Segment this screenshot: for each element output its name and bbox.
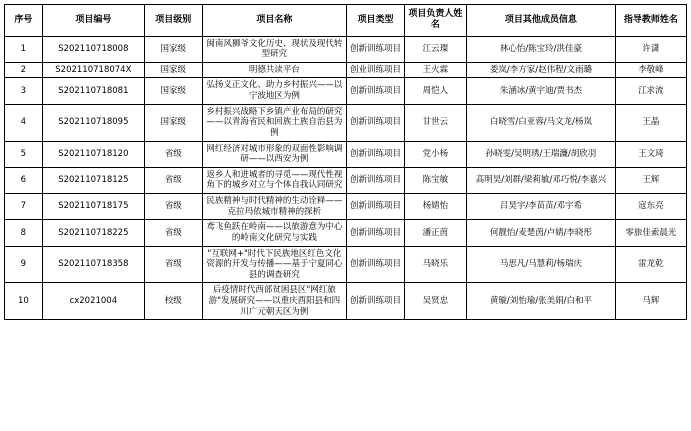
- column-header-name: 项目名称: [202, 5, 346, 37]
- cell-level: 国家级: [144, 62, 202, 78]
- cell-leader: 杨婧怡: [404, 194, 466, 220]
- cell-name: 明德共读平台: [202, 62, 346, 78]
- cell-code: S202110718008: [42, 36, 144, 62]
- cell-teacher: 王辉: [615, 167, 686, 193]
- column-header-type: 项目类型: [347, 5, 405, 37]
- cell-teacher: 王文琦: [615, 141, 686, 167]
- cell-seq: 7: [5, 194, 43, 220]
- cell-members: 白晓雪/白亚蓉/马文龙/杨岚: [467, 104, 616, 141]
- cell-type: 创新训练项目: [347, 220, 405, 246]
- cell-seq: 10: [5, 283, 43, 320]
- cell-code: S202110718095: [42, 104, 144, 141]
- cell-name: "互联网+"时代下民族地区红色文化资源的开发与传播——基于宁夏同心县的调查研究: [202, 246, 346, 283]
- column-header-seq: 序号: [5, 5, 43, 37]
- cell-members: 朱涵冰/黄宇迪/贾书杰: [467, 78, 616, 104]
- cell-teacher: 马辉: [615, 283, 686, 320]
- column-header-level: 项目级别: [144, 5, 202, 37]
- cell-teacher: 零旅佳索晨光: [615, 220, 686, 246]
- table-row: [5, 167, 687, 193]
- cell-code: S202110718358: [42, 246, 144, 283]
- cell-teacher: 雷龙乾: [615, 246, 686, 283]
- cell-teacher: 寇东亮: [615, 194, 686, 220]
- cell-name: 鸢飞鱼跃在岭南——以旅游意为中心的岭南文化研究与实践: [202, 220, 346, 246]
- cell-name: 后疫情时代西部贫困县区"网红旅游"发展研究——以重庆酉阳县和四川广元朝天区为例: [202, 283, 346, 320]
- cell-name: 民族精神与时代精神的生动诠释——克拉玛依城市精神的探析: [202, 194, 346, 220]
- table-row: [5, 283, 687, 320]
- cell-members: 娄岚/李方家/赵伟程/文雨璐: [467, 62, 616, 78]
- cell-type: 创新训练项目: [347, 36, 405, 62]
- cell-code: S202110718125: [42, 167, 144, 193]
- cell-leader: 陈宝敏: [404, 167, 466, 193]
- table-header-row: [5, 5, 687, 37]
- cell-leader: 江云璨: [404, 36, 466, 62]
- cell-members: 高明昊/刘群/梁莉敏/邓巧悦/李嘉兴: [467, 167, 616, 193]
- column-header-members: 项目其他成员信息: [467, 5, 616, 37]
- cell-teacher: 王晶: [615, 104, 686, 141]
- cell-seq: 4: [5, 104, 43, 141]
- cell-code: S202110718175: [42, 194, 144, 220]
- table-row: [5, 78, 687, 104]
- cell-seq: 6: [5, 167, 43, 193]
- cell-seq: 3: [5, 78, 43, 104]
- cell-name: 闽南风狮爷文化历史、现状及现代转型研究: [202, 36, 346, 62]
- cell-members: 何靓怡/麦楚茵/卢婧/李晓彤: [467, 220, 616, 246]
- cell-name: 网红经济对城市形象的双面性影响调研——以西安为例: [202, 141, 346, 167]
- table-row: [5, 194, 687, 220]
- cell-seq: 2: [5, 62, 43, 78]
- table-row: [5, 141, 687, 167]
- cell-seq: 5: [5, 141, 43, 167]
- cell-level: 国家级: [144, 104, 202, 141]
- projects-table: [4, 4, 687, 320]
- cell-type: 创新训练项目: [347, 283, 405, 320]
- cell-leader: 马晓乐: [404, 246, 466, 283]
- cell-leader: 党小杨: [404, 141, 466, 167]
- table-header: [5, 5, 687, 37]
- cell-seq: 9: [5, 246, 43, 283]
- column-header-teacher: 指导教师姓名: [615, 5, 686, 37]
- cell-level: 校级: [144, 283, 202, 320]
- document-page: [0, 4, 691, 431]
- cell-code: S202110718074X: [42, 62, 144, 78]
- cell-level: 省级: [144, 246, 202, 283]
- cell-members: 林心怡/陈宝玲/洪佳豪: [467, 36, 616, 62]
- cell-seq: 1: [5, 36, 43, 62]
- cell-members: 马思凡/马慧莉/杨瑞庆: [467, 246, 616, 283]
- column-header-leader: 项目负责人姓名: [404, 5, 466, 37]
- cell-level: 国家级: [144, 36, 202, 62]
- table-row: [5, 62, 687, 78]
- cell-level: 省级: [144, 194, 202, 220]
- cell-type: 创新训练项目: [347, 104, 405, 141]
- cell-code: S202110718225: [42, 220, 144, 246]
- cell-level: 省级: [144, 141, 202, 167]
- cell-members: 孙晓雯/吴明琇/王瑞濂/胡欣羽: [467, 141, 616, 167]
- table-row: [5, 246, 687, 283]
- cell-leader: 周恺人: [404, 78, 466, 104]
- cell-type: 创业训练项目: [347, 62, 405, 78]
- table-row: [5, 220, 687, 246]
- cell-type: 创新训练项目: [347, 194, 405, 220]
- cell-code: S202110718120: [42, 141, 144, 167]
- cell-type: 创新训练项目: [347, 141, 405, 167]
- cell-leader: 甘世云: [404, 104, 466, 141]
- column-header-code: 项目编号: [42, 5, 144, 37]
- cell-type: 创新训练项目: [347, 167, 405, 193]
- cell-members: 黄璇/刘怡瑜/张美娟/白和平: [467, 283, 616, 320]
- cell-seq: 8: [5, 220, 43, 246]
- cell-name: 返乡人和进城者的寻觅——现代性视角下的城乡对立与个体自我认同研究: [202, 167, 346, 193]
- cell-name: 弘扬义正文化、助力乡村振兴——以宁波地区为例: [202, 78, 346, 104]
- cell-code: S202110718081: [42, 78, 144, 104]
- table-row: [5, 104, 687, 141]
- cell-level: 国家级: [144, 78, 202, 104]
- cell-members: 吕昊宇/李苗苗/邓宇希: [467, 194, 616, 220]
- cell-code: cx2021004: [42, 283, 144, 320]
- cell-type: 创新训练项目: [347, 246, 405, 283]
- cell-level: 省级: [144, 167, 202, 193]
- cell-teacher: 许潇: [615, 36, 686, 62]
- cell-level: 省级: [144, 220, 202, 246]
- cell-type: 创新训练项目: [347, 78, 405, 104]
- table-row: [5, 36, 687, 62]
- cell-teacher: 李敬峰: [615, 62, 686, 78]
- cell-leader: 吴贤忠: [404, 283, 466, 320]
- cell-leader: 王火霖: [404, 62, 466, 78]
- cell-teacher: 江求流: [615, 78, 686, 104]
- table-body: [5, 36, 687, 320]
- cell-leader: 潘正茵: [404, 220, 466, 246]
- cell-name: 乡村振兴战略下乡镇产业布局的研究——以青海省民和回族土族自治县为例: [202, 104, 346, 141]
